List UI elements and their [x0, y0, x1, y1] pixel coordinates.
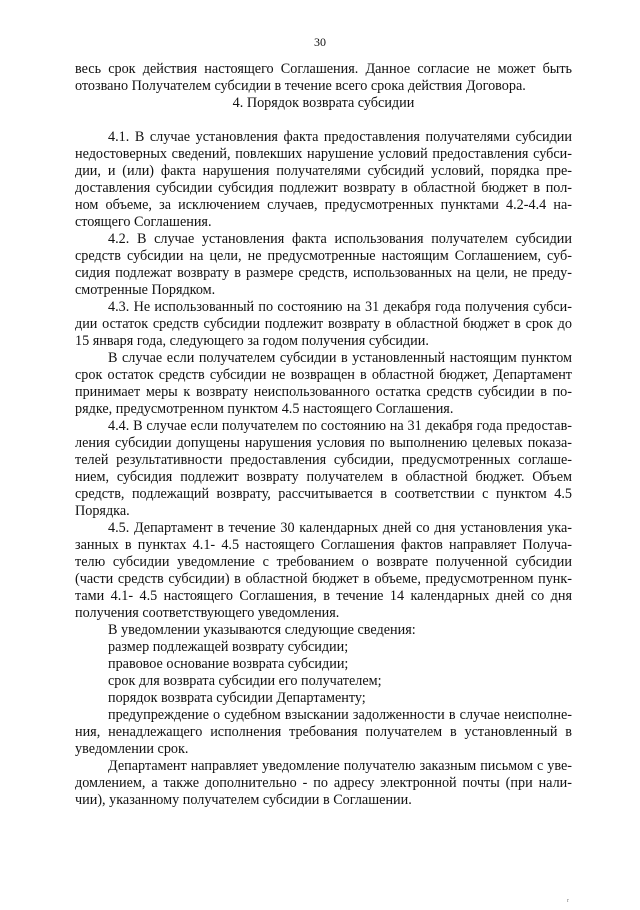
text-line: ния, ненадлежащего исполнения требования получателем в установленный в [75, 724, 572, 740]
text-line: дии, и (или) факта нарушения получателями субсидий условий, порядка пре- [75, 163, 572, 179]
text-line: тами 4.1- 4.5 настоящего Соглашения, в течение 14 календарных дней со дня [75, 588, 572, 604]
text-line: средств субсидии на цели, не предусмотренные настоящим Соглашением, суб- [75, 248, 572, 264]
list-item: порядок возврата субсидии Департаменту; [108, 690, 366, 706]
text-line: ном объеме, за исключением случаев, предусмотренных пунктами 4.2-4.4 на- [75, 197, 572, 213]
text-line: телей результативности предоставления субсидии, предусмотренных соглаше- [75, 452, 572, 468]
text-line: домлением, а также дополнительно - по адресу электронной почты (при нали- [75, 775, 572, 791]
text-line: уведомлении срок. [75, 741, 189, 757]
paragraph-4-2 [75, 231, 572, 299]
text-line: (части средств субсидии) в областной бюджет в объеме, предусмотренном пунк- [75, 571, 572, 587]
text-line: 4.5. Департамент в течение 30 календарных дней со дня установления ука- [108, 520, 572, 536]
list-item: срок для возврата субсидии его получателем; [108, 673, 382, 689]
text-line: сидия подлежат возврату в размере средств, использованных на цели, не преду- [75, 265, 572, 281]
text-line: принимает меры к возврату неиспользованного остатка средств субсидии в по- [75, 384, 572, 400]
text-line: рядке, предусмотренном пунктом 4.5 настоящего Соглашения. [75, 401, 454, 417]
text-line: В случае если получателем субсидии в установленный настоящим пунктом [108, 350, 572, 366]
text-line: Порядка. [75, 503, 130, 519]
page-number: 30 [314, 35, 326, 49]
text-line: 4.1. В случае установления факта предоставления получателями субсидии [108, 129, 572, 145]
paragraph-4-1 [75, 129, 572, 231]
text-line: дии остаток средств субсидии подлежит возврату в областной бюджет в срок до [75, 316, 572, 332]
text-line: средств, подлежащий возврату, рассчитывается в соответствии с пунктом 4.5 [75, 486, 572, 502]
text-line: стоящего Соглашения. [75, 214, 212, 230]
list-item: размер подлежащей возврату субсидии; [108, 639, 349, 655]
paragraph-warning [75, 707, 572, 758]
list-intro: В уведомлении указываются следующие сведения: [108, 622, 416, 638]
document-body [75, 61, 572, 809]
text-line: 4.3. Не использованный по состоянию на 31 декабря года получения субси- [108, 299, 572, 315]
text-line: получения соответствующего уведомления. [75, 605, 340, 621]
paragraph-4-3-cont [75, 350, 572, 418]
notice-list [75, 639, 572, 707]
corner-mark: r [567, 898, 569, 904]
text-line: доставления субсидии субсидия подлежит возврату в областной бюджет в пол- [75, 180, 572, 196]
text-line: 4.4. В случае если получателем по состоянию на 31 декабря года предостав- [108, 418, 572, 434]
text-line: срок остаток средств субсидии не возвращен в областной бюджет, Департамент [75, 367, 572, 383]
paragraph-4-4 [75, 418, 572, 520]
text-line: 4.2. В случае установления факта использования получателем субсидии [108, 231, 572, 247]
text-line: Департамент направляет уведомление получателю заказным письмом с уве- [108, 758, 572, 774]
text-line: недостоверных сведений, повлекших нарушение условий предоставления субси- [75, 146, 572, 162]
text-line: ления субсидии допущены нарушения условия по выполнению целевых показа- [75, 435, 572, 451]
text-line: смотренные Порядком. [75, 282, 216, 298]
text-line: весь срок действия настоящего Соглашения. Данное согласие не может быть [75, 61, 572, 77]
text-line: предупреждение о судебном взыскании задолженности в случае неисполне- [108, 707, 572, 723]
text-line: телю субсидии уведомление с требованием о возврате полученной субсидии [75, 554, 572, 570]
text-line: нием, субсидия подлежит возврату получателем в областной бюджет. Объем [75, 469, 572, 485]
text-line: чии), указанному получателем субсидии в Соглашении. [75, 792, 412, 808]
paragraph-4-5 [75, 520, 572, 622]
text-line: 15 января года, следующего за годом получения субсидии. [75, 333, 429, 349]
text-line: занных в пунктах 4.1- 4.5 настоящего Соглашения фактов направляет Получа- [75, 537, 572, 553]
paragraph-notification [75, 758, 572, 809]
text-line: отозвано Получателем субсидии в течение всего срока действия Договора. [75, 78, 526, 94]
paragraph-4-3 [75, 299, 572, 350]
list-item: правовое основание возврата субсидии; [108, 656, 349, 672]
section-title: 4. Порядок возврата субсидии [232, 95, 415, 111]
